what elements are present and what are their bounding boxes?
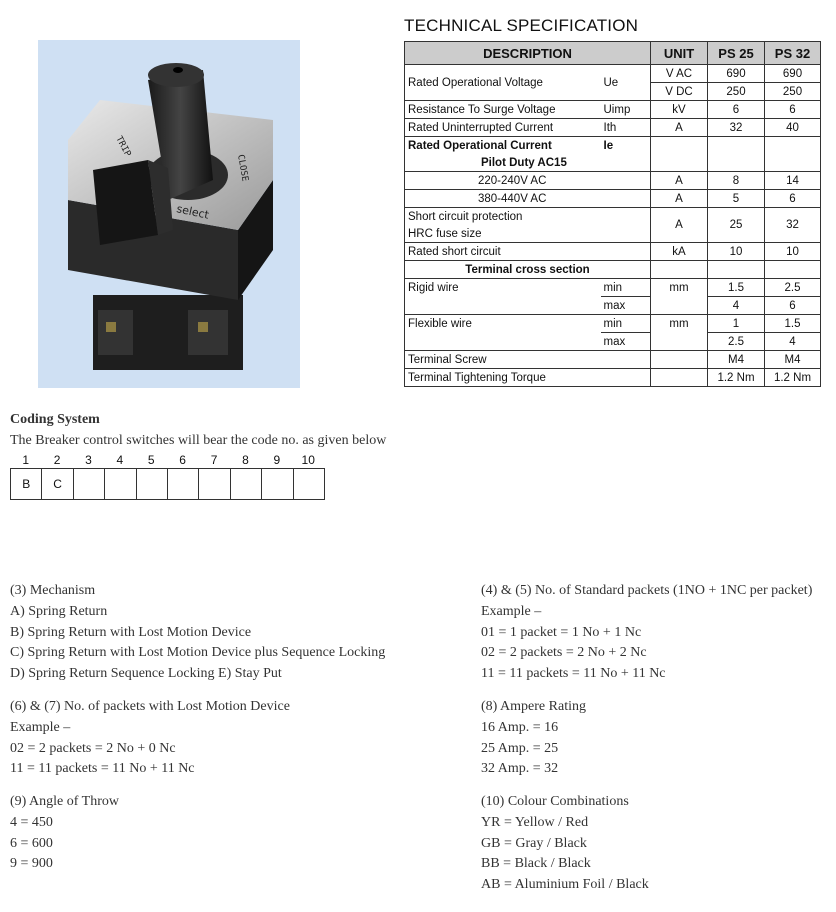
table-row [405, 119, 821, 137]
table-row [405, 190, 821, 208]
cell-ps25: 1.5 [708, 279, 765, 297]
code-box [262, 469, 293, 499]
cell-ps25: 8 [708, 172, 765, 190]
cell-desc: Terminal Screw [405, 351, 651, 369]
lost-motion-section [10, 697, 290, 780]
list-item: 02 = 2 packets = 2 No + 0 Nc [10, 740, 176, 756]
cell-ps25: 32 [708, 119, 765, 137]
cell-desc: Rated short circuit [405, 243, 651, 261]
cell-symbol: Ie [601, 137, 651, 155]
spec-table [404, 41, 821, 387]
cell-ps32: 1.5 [765, 315, 821, 333]
list-item: 02 = 2 packets = 2 No + 2 Nc [481, 645, 647, 661]
coding-title: Coding System [10, 412, 100, 427]
list-item: 16 Amp. = 16 [481, 719, 559, 735]
cell-desc: Pilot Duty AC15 [405, 154, 651, 172]
product-image [38, 40, 300, 388]
col-header: PS 32 [765, 42, 821, 65]
cell-unit: A [651, 119, 708, 137]
code-box: B [11, 469, 42, 499]
table-row [405, 137, 821, 155]
cell-ps25: 250 [708, 83, 765, 101]
list-item: 01 = 1 packet = 1 No + 1 Nc [481, 624, 642, 640]
table-header-row [405, 42, 821, 65]
table-row [405, 351, 821, 369]
close-label: CLOSE [235, 153, 250, 183]
cell-ps32: 2.5 [765, 279, 821, 297]
section-heading: (10) Colour Combinations [481, 794, 629, 809]
section-heading: (8) Ampere Rating [481, 699, 586, 714]
cell-ps32: 6 [765, 297, 821, 315]
table-row [405, 101, 821, 119]
col-header: UNIT [651, 42, 708, 65]
cell-desc: 380-440V AC [405, 190, 651, 208]
trip-label: TRIP [113, 134, 133, 159]
cell-ps25: 6 [708, 101, 765, 119]
cell-ps25: 4 [708, 297, 765, 315]
cell-ps25: 1 [708, 315, 765, 333]
cell-sub: max [601, 297, 651, 315]
section-heading: (6) & (7) No. of packets with Lost Motion Device [10, 699, 290, 714]
code-box [168, 469, 199, 499]
list-item: 4 = 450 [10, 814, 53, 830]
code-position: 9 [273, 453, 281, 467]
code-position: 10 [301, 453, 315, 467]
cell-ps32: M4 [765, 351, 821, 369]
cell-ps25: 25 [708, 208, 765, 243]
cell-unit: A [651, 190, 708, 208]
code-box: C [42, 469, 73, 499]
cell-unit: V AC [651, 65, 708, 83]
table-row [405, 279, 821, 297]
col-header: PS 25 [708, 42, 765, 65]
cell-ps32: 6 [765, 190, 821, 208]
cell-unit: mm [651, 279, 708, 297]
table-row [405, 369, 821, 387]
cell-symbol: Uimp [601, 101, 651, 119]
cell-desc: Rated Operational Current [405, 137, 601, 155]
section-heading: (9) Angle of Throw [10, 794, 119, 809]
cell-desc: Rigid wire [405, 279, 601, 297]
list-item: BB = Black / Black [481, 856, 591, 872]
cell-desc: HRC fuse size [405, 225, 651, 243]
table-row [405, 172, 821, 190]
cell-unit: kV [651, 101, 708, 119]
table-row [405, 65, 821, 83]
table-row [405, 261, 821, 279]
cell-unit: A [651, 208, 708, 243]
code-position-numbers [10, 453, 324, 467]
colour-section [481, 792, 649, 896]
table-row [405, 333, 821, 351]
list-item: Example – [481, 603, 542, 619]
list-item: Example – [10, 719, 71, 735]
cell-unit: kA [651, 243, 708, 261]
cell-symbol: Ue [601, 65, 651, 101]
cell-ps25: 1.2 Nm [708, 369, 765, 387]
cell-ps32: 1.2 Nm [765, 369, 821, 387]
table-row [405, 297, 821, 315]
list-item: 11 = 11 packets = 11 No + 11 Nc [10, 761, 195, 777]
list-item: 11 = 11 packets = 11 No + 11 Nc [481, 666, 666, 682]
code-position: 5 [147, 453, 155, 467]
table-row [405, 315, 821, 333]
cell-sub: max [601, 333, 651, 351]
cell-desc: Short circuit protection [405, 208, 651, 226]
code-position: 2 [53, 453, 61, 467]
cell-ps32: 14 [765, 172, 821, 190]
cell-desc: Rated Operational Voltage [405, 65, 601, 101]
mechanism-section [10, 581, 385, 685]
cell-unit: mm [651, 315, 708, 333]
code-position: 3 [85, 453, 92, 467]
ampere-section [481, 697, 586, 780]
code-position: 4 [116, 453, 124, 467]
cell-ps25: 10 [708, 243, 765, 261]
code-box [74, 469, 105, 499]
cell-ps32: 6 [765, 101, 821, 119]
spec-title: TECHNICAL SPECIFICATION [404, 16, 639, 35]
cell-ps25: 2.5 [708, 333, 765, 351]
cell-ps32: 32 [765, 208, 821, 243]
list-item: 25 Amp. = 25 [481, 740, 559, 756]
list-item: B) Spring Return with Lost Motion Device [10, 624, 252, 640]
cell-unit: V DC [651, 83, 708, 101]
cell-desc: Terminal Tightening Torque [405, 369, 651, 387]
cell-sub: min [601, 315, 651, 333]
list-item: AB = Aluminium Foil / Black [481, 877, 649, 893]
cell-ps32: 250 [765, 83, 821, 101]
code-box [137, 469, 168, 499]
list-item: YR = Yellow / Red [481, 814, 589, 830]
cell-desc: Flexible wire [405, 315, 601, 333]
brand-logo: select [175, 202, 211, 222]
table-row [405, 243, 821, 261]
list-item: A) Spring Return [10, 603, 108, 619]
cell-ps32: 10 [765, 243, 821, 261]
cell-ps32: 690 [765, 65, 821, 83]
list-item: C) Spring Return with Lost Motion Device plus Sequence Locking [10, 645, 386, 661]
cell-ps32: 4 [765, 333, 821, 351]
list-item: 6 = 600 [10, 835, 53, 851]
code-box [231, 469, 262, 499]
cell-symbol: Ith [601, 119, 651, 137]
cell-desc: 220-240V AC [405, 172, 651, 190]
list-item: 32 Amp. = 32 [481, 761, 559, 777]
cell-desc: Rated Uninterrupted Current [405, 119, 601, 137]
cell-ps25: 690 [708, 65, 765, 83]
standard-packets-section [481, 581, 812, 685]
cell-ps32: 40 [765, 119, 821, 137]
coding-description: The Breaker control switches will bear the code no. as given below [10, 433, 387, 448]
code-box [199, 469, 230, 499]
cell-ps25: 5 [708, 190, 765, 208]
list-item: 9 = 900 [10, 856, 53, 872]
code-box [294, 469, 325, 499]
code-boxes [10, 468, 325, 500]
cell-sub: min [601, 279, 651, 297]
code-position: 7 [210, 453, 218, 467]
code-position: 6 [179, 453, 186, 467]
list-item: D) Spring Return Sequence Locking E) Stay Put [10, 666, 282, 682]
angle-section [10, 792, 119, 875]
col-header: DESCRIPTION [405, 42, 651, 65]
code-position: 1 [22, 453, 30, 467]
cell-ps25: M4 [708, 351, 765, 369]
table-row [405, 208, 821, 226]
cell-section-heading: Terminal cross section [405, 261, 651, 279]
code-position: 8 [242, 453, 249, 467]
code-box [105, 469, 136, 499]
cell-unit: A [651, 172, 708, 190]
section-heading: (4) & (5) No. of Standard packets (1NO + 1NC per packet) [481, 583, 813, 598]
list-item: GB = Gray / Black [481, 835, 587, 851]
section-heading: (3) Mechanism [10, 583, 96, 598]
cell-desc: Resistance To Surge Voltage [405, 101, 601, 119]
